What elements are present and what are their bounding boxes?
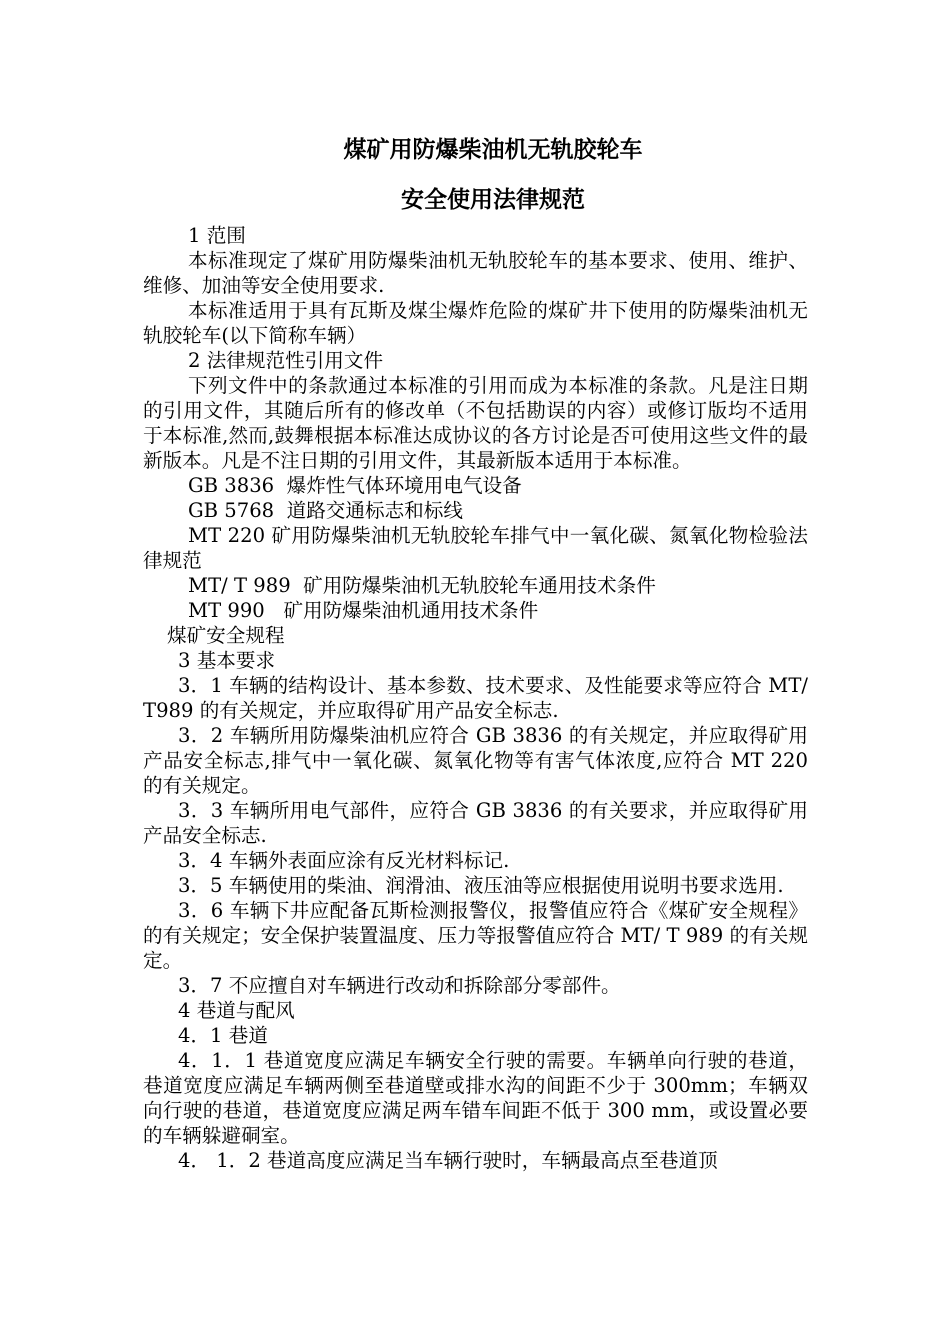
document-subtitle: 安全使用法律规范	[401, 187, 585, 213]
clause: 3．7 不应擅自对车辆进行改动和拆除部分零部件。	[178, 974, 621, 997]
document-body	[143, 223, 808, 1173]
paragraph: 本标准现定了煤矿用防爆柴油机无轨胶轮车的基本要求、使用、维护、维修、加油等安全使用要求.	[143, 249, 808, 297]
paragraph: 本标准适用于具有瓦斯及煤尘爆炸危险的煤矿井下使用的防爆柴油机无轨胶轮车(以下简称车辆）	[143, 299, 808, 347]
reference-item: MT 220 矿用防爆柴油机无轨胶轮车排气中一氧化碳、氮氧化物检验法律规范	[143, 524, 808, 572]
reference-item: MT 990 矿用防爆柴油机通用技术条件	[188, 599, 539, 622]
clause: 3．1 车辆的结构设计、基本参数、技术要求、及性能要求等应符合 MT/ T989 的有关规定，并应取得矿用产品安全标志.	[143, 674, 808, 722]
subsection-heading-roadway: 4．1 巷道	[178, 1024, 268, 1047]
clause: 4．1．1 巷道宽度应满足车辆安全行驶的需要。车辆单向行驶的巷道，巷道宽度应满足车辆两侧至巷道壁或排水沟的间距不少于 300mm；车辆双向行驶的巷道，巷道宽度应满足两车错车间距不低于 300 mm，或设置必要的车辆躲避硐室。	[143, 1049, 808, 1147]
document-title: 煤矿用防爆柴油机无轨胶轮车	[343, 137, 643, 163]
reference-item: GB 5768 道路交通标志和标线	[188, 499, 463, 522]
paragraph: 下列文件中的条款通过本标准的引用而成为本标准的条款。凡是注日期的引用文件，其随后所有的修改单（不包括勘误的内容）或修订版均不适用于本标准,然而,鼓舞根据本标准达成协议的各方讨论是否可使用这些文件的最新版本。凡是不注日期的引用文件，其最新版本适用于本标准。	[143, 374, 808, 472]
reference-item: MT/ T 989 矿用防爆柴油机无轨胶轮车通用技术条件	[188, 574, 656, 597]
clause: 4． 1．2 巷道高度应满足当车辆行驶时，车辆最高点至巷道顶	[178, 1149, 718, 1172]
clause: 3．3 车辆所用电气部件，应符合 GB 3836 的有关要求，并应取得矿用产品安全标志.	[143, 799, 808, 847]
clause: 3．6 车辆下井应配备瓦斯检测报警仪，报警值应符合《煤矿安全规程》的有关规定；安全保护装置温度、压力等报警值应符合 MT/ T 989 的有关规定。	[143, 899, 808, 972]
clause: 3．2 车辆所用防爆柴油机应符合 GB 3836 的有关规定，并应取得矿用产品安全标志,排气中一氧化碳、氮氧化物等有害气体浓度,应符合 MT 220 的有关规定。	[143, 724, 808, 797]
clause: 3．5 车辆使用的柴油、润滑油、液压油等应根据使用说明书要求选用.	[178, 874, 784, 897]
reference-item: GB 3836 爆炸性气体环境用电气设备	[188, 474, 522, 497]
section-heading-references: 2 法律规范性引用文件	[188, 349, 384, 372]
reference-item: 煤矿安全规程	[167, 624, 285, 647]
section-heading-basic-requirements: 3 基本要求	[178, 649, 276, 672]
section-heading-scope: 1 范围	[188, 224, 246, 247]
section-heading-roadway-ventilation: 4 巷道与配风	[178, 999, 295, 1022]
clause: 3．4 车辆外表面应涂有反光材料标记.	[178, 849, 510, 872]
